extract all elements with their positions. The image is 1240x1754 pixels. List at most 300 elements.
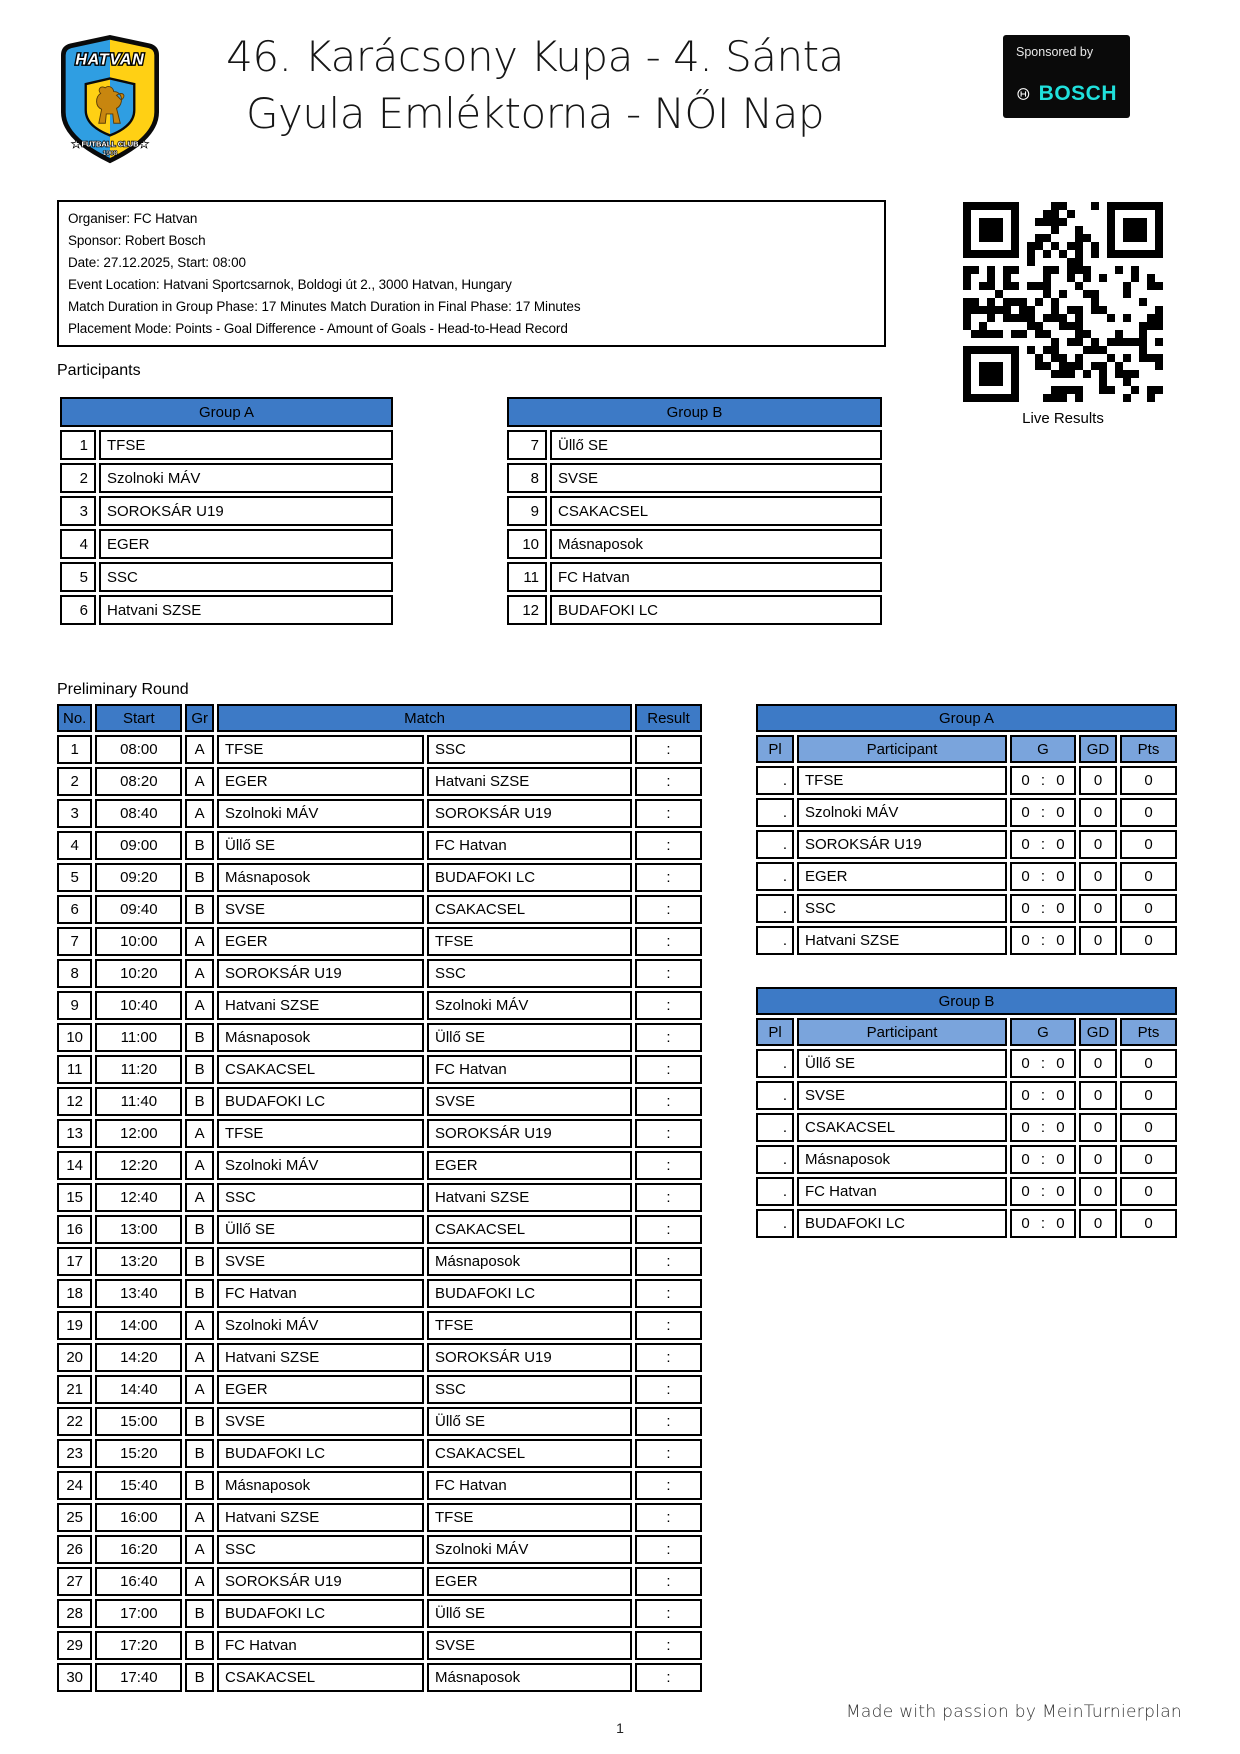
bosch-wordmark: BOSCH bbox=[1038, 82, 1117, 105]
match-number: 22 bbox=[57, 1407, 92, 1436]
participant-row bbox=[507, 496, 882, 526]
sponsor-badge bbox=[1003, 35, 1130, 118]
crest-year: 1908 bbox=[102, 150, 118, 157]
standings-place: . bbox=[756, 926, 794, 955]
match-home-team: Hatvani SZSE bbox=[217, 1503, 424, 1532]
match-row bbox=[57, 1631, 702, 1660]
standings-row bbox=[756, 1177, 1177, 1206]
standings-points: 0 bbox=[1120, 830, 1177, 859]
match-group: B bbox=[185, 1439, 214, 1468]
match-result: : bbox=[635, 1055, 702, 1084]
match-home-team: Hatvani SZSE bbox=[217, 991, 424, 1020]
standings-points: 0 bbox=[1120, 1049, 1177, 1078]
col-result-header: Result bbox=[635, 704, 702, 732]
match-home-team: Másnaposok bbox=[217, 1471, 424, 1500]
match-number: 16 bbox=[57, 1215, 92, 1244]
match-start-time: 12:40 bbox=[95, 1183, 182, 1212]
standings-goals: 0 : 0 bbox=[1010, 766, 1076, 795]
match-row bbox=[57, 1599, 702, 1628]
match-group: B bbox=[185, 1471, 214, 1500]
participant-number: 5 bbox=[60, 562, 96, 592]
match-home-team: FC Hatvan bbox=[217, 1279, 424, 1308]
standings-title-row bbox=[756, 987, 1177, 1015]
standings-participant: Hatvani SZSE bbox=[797, 926, 1007, 955]
match-start-time: 16:40 bbox=[95, 1567, 182, 1596]
match-home-team: CSAKACSEL bbox=[217, 1055, 424, 1084]
info-date-start: Date: 27.12.2025, Start: 08:00 bbox=[68, 254, 246, 270]
standings-place: . bbox=[756, 862, 794, 891]
participant-name: EGER bbox=[99, 529, 393, 559]
match-row bbox=[57, 895, 702, 924]
match-away-team: Másnaposok bbox=[427, 1663, 632, 1692]
standings-title-row bbox=[756, 704, 1177, 732]
participant-number: 4 bbox=[60, 529, 96, 559]
participant-number: 6 bbox=[60, 595, 96, 625]
participant-name: Szolnoki MÁV bbox=[99, 463, 393, 493]
standings-group-b-table bbox=[753, 984, 1180, 1241]
tournament-info-box bbox=[57, 200, 886, 347]
match-home-team: Szolnoki MÁV bbox=[217, 799, 424, 828]
col-participant-header: Participant bbox=[797, 1018, 1007, 1046]
match-away-team: SSC bbox=[427, 735, 632, 764]
match-number: 4 bbox=[57, 831, 92, 860]
match-home-team: Üllő SE bbox=[217, 831, 424, 860]
standings-group-name: Group A bbox=[756, 704, 1177, 732]
match-start-time: 11:40 bbox=[95, 1087, 182, 1116]
participant-name: BUDAFOKI LC bbox=[550, 595, 882, 625]
match-number: 10 bbox=[57, 1023, 92, 1052]
participants-group-a-table bbox=[57, 394, 396, 628]
match-row bbox=[57, 1343, 702, 1372]
standings-row bbox=[756, 894, 1177, 923]
match-start-time: 16:20 bbox=[95, 1535, 182, 1564]
match-row bbox=[57, 1311, 702, 1340]
standings-row bbox=[756, 862, 1177, 891]
match-start-time: 11:20 bbox=[95, 1055, 182, 1084]
match-away-team: BUDAFOKI LC bbox=[427, 863, 632, 892]
participant-number: 8 bbox=[507, 463, 547, 493]
standings-place: . bbox=[756, 830, 794, 859]
page-number: 1 bbox=[616, 1720, 624, 1736]
standings-goals: 0 : 0 bbox=[1010, 1145, 1076, 1174]
col-pl-header: Pl bbox=[756, 735, 794, 763]
participant-row bbox=[60, 562, 393, 592]
participant-row bbox=[60, 496, 393, 526]
info-sponsor: Sponsor: Robert Bosch bbox=[68, 232, 206, 248]
col-match-header: Match bbox=[217, 704, 632, 732]
col-participant-header: Participant bbox=[797, 735, 1007, 763]
standings-goals: 0 : 0 bbox=[1010, 1209, 1076, 1238]
participant-number: 9 bbox=[507, 496, 547, 526]
title-line-1: 46. Karácsony Kupa - 4. Sánta bbox=[226, 32, 844, 81]
match-result: : bbox=[635, 1503, 702, 1532]
match-group: B bbox=[185, 1599, 214, 1628]
match-start-time: 16:00 bbox=[95, 1503, 182, 1532]
group-name-header: Group B bbox=[507, 397, 882, 427]
match-number: 26 bbox=[57, 1535, 92, 1564]
match-start-time: 09:20 bbox=[95, 863, 182, 892]
match-group: A bbox=[185, 735, 214, 764]
match-away-team: TFSE bbox=[427, 927, 632, 956]
match-home-team: Hatvani SZSE bbox=[217, 1343, 424, 1372]
match-group: B bbox=[185, 1215, 214, 1244]
match-row bbox=[57, 959, 702, 988]
standings-row bbox=[756, 1081, 1177, 1110]
match-number: 19 bbox=[57, 1311, 92, 1340]
standings-row bbox=[756, 830, 1177, 859]
match-number: 18 bbox=[57, 1279, 92, 1308]
participant-number: 11 bbox=[507, 562, 547, 592]
match-number: 23 bbox=[57, 1439, 92, 1468]
match-start-time: 08:40 bbox=[95, 799, 182, 828]
match-row bbox=[57, 1471, 702, 1500]
info-organiser: Organiser: FC Hatvan bbox=[68, 210, 198, 226]
match-result: : bbox=[635, 927, 702, 956]
standings-goals: 0 : 0 bbox=[1010, 1049, 1076, 1078]
match-start-time: 10:00 bbox=[95, 927, 182, 956]
standings-points: 0 bbox=[1120, 766, 1177, 795]
match-group: A bbox=[185, 1567, 214, 1596]
standings-goal-difference: 0 bbox=[1079, 830, 1117, 859]
match-row bbox=[57, 767, 702, 796]
match-row bbox=[57, 1151, 702, 1180]
standings-row bbox=[756, 926, 1177, 955]
match-number: 7 bbox=[57, 927, 92, 956]
match-group: B bbox=[185, 1663, 214, 1692]
match-group: B bbox=[185, 1279, 214, 1308]
crest-sub-label: ★ FUTBALL CLUB ★ bbox=[72, 139, 148, 149]
standings-header-row bbox=[756, 1018, 1177, 1046]
match-group: A bbox=[185, 799, 214, 828]
match-row bbox=[57, 1215, 702, 1244]
match-group: A bbox=[185, 927, 214, 956]
standings-participant: CSAKACSEL bbox=[797, 1113, 1007, 1142]
match-home-team: Másnaposok bbox=[217, 863, 424, 892]
match-away-team: FC Hatvan bbox=[427, 1055, 632, 1084]
match-result: : bbox=[635, 1215, 702, 1244]
preliminary-round-section-label: Preliminary Round bbox=[57, 681, 189, 698]
participant-name: SVSE bbox=[550, 463, 882, 493]
match-row bbox=[57, 863, 702, 892]
match-result: : bbox=[635, 1119, 702, 1148]
match-number: 2 bbox=[57, 767, 92, 796]
match-away-team: TFSE bbox=[427, 1503, 632, 1532]
standings-participant: SOROKSÁR U19 bbox=[797, 830, 1007, 859]
match-group: A bbox=[185, 1343, 214, 1372]
match-group: A bbox=[185, 767, 214, 796]
participant-row bbox=[507, 430, 882, 460]
standings-goals: 0 : 0 bbox=[1010, 926, 1076, 955]
match-home-team: SVSE bbox=[217, 1247, 424, 1276]
match-start-time: 14:00 bbox=[95, 1311, 182, 1340]
group-name-header: Group A bbox=[60, 397, 393, 427]
match-home-team: FC Hatvan bbox=[217, 1631, 424, 1660]
match-home-team: Másnaposok bbox=[217, 1023, 424, 1052]
participant-name: CSAKACSEL bbox=[550, 496, 882, 526]
match-result: : bbox=[635, 863, 702, 892]
standings-place: . bbox=[756, 1081, 794, 1110]
match-away-team: Üllő SE bbox=[427, 1023, 632, 1052]
match-home-team: TFSE bbox=[217, 1119, 424, 1148]
standings-points: 0 bbox=[1120, 862, 1177, 891]
match-result: : bbox=[635, 1247, 702, 1276]
match-home-team: CSAKACSEL bbox=[217, 1663, 424, 1692]
match-start-time: 10:40 bbox=[95, 991, 182, 1020]
match-away-team: CSAKACSEL bbox=[427, 1215, 632, 1244]
page-title bbox=[170, 28, 900, 142]
match-away-team: SOROKSÁR U19 bbox=[427, 799, 632, 828]
match-group: A bbox=[185, 1535, 214, 1564]
match-result: : bbox=[635, 959, 702, 988]
match-number: 21 bbox=[57, 1375, 92, 1404]
match-result: : bbox=[635, 1439, 702, 1468]
match-home-team: SOROKSÁR U19 bbox=[217, 959, 424, 988]
match-result: : bbox=[635, 767, 702, 796]
participant-number: 10 bbox=[507, 529, 547, 559]
match-start-time: 13:40 bbox=[95, 1279, 182, 1308]
match-result: : bbox=[635, 1567, 702, 1596]
participant-number: 7 bbox=[507, 430, 547, 460]
match-start-time: 17:40 bbox=[95, 1663, 182, 1692]
participants-header-row bbox=[60, 397, 393, 427]
match-row bbox=[57, 1183, 702, 1212]
match-start-time: 12:20 bbox=[95, 1151, 182, 1180]
standings-participant: FC Hatvan bbox=[797, 1177, 1007, 1206]
match-home-team: BUDAFOKI LC bbox=[217, 1087, 424, 1116]
match-home-team: TFSE bbox=[217, 735, 424, 764]
match-home-team: BUDAFOKI LC bbox=[217, 1439, 424, 1468]
credit-line: Made with passion by MeinTurnierplan bbox=[845, 1702, 1182, 1722]
match-row bbox=[57, 1407, 702, 1436]
match-result: : bbox=[635, 895, 702, 924]
info-location: Event Location: Hatvani Sportcsarnok, Boldogi út 2., 3000 Hatvan, Hungary bbox=[68, 277, 512, 293]
participant-name: FC Hatvan bbox=[550, 562, 882, 592]
match-away-team: SVSE bbox=[427, 1087, 632, 1116]
participant-row bbox=[507, 463, 882, 493]
match-away-team: Üllő SE bbox=[427, 1599, 632, 1628]
match-start-time: 15:40 bbox=[95, 1471, 182, 1500]
standings-points: 0 bbox=[1120, 798, 1177, 827]
match-number: 8 bbox=[57, 959, 92, 988]
match-away-team: FC Hatvan bbox=[427, 831, 632, 860]
standings-participant: Üllő SE bbox=[797, 1049, 1007, 1078]
standings-points: 0 bbox=[1120, 1113, 1177, 1142]
match-away-team: Üllő SE bbox=[427, 1407, 632, 1436]
match-start-time: 08:00 bbox=[95, 735, 182, 764]
participant-name: SOROKSÁR U19 bbox=[99, 496, 393, 526]
match-result: : bbox=[635, 1023, 702, 1052]
match-result: : bbox=[635, 799, 702, 828]
match-group: B bbox=[185, 1247, 214, 1276]
match-row bbox=[57, 1279, 702, 1308]
match-home-team: BUDAFOKI LC bbox=[217, 1599, 424, 1628]
match-home-team: Szolnoki MÁV bbox=[217, 1311, 424, 1340]
match-home-team: Üllő SE bbox=[217, 1215, 424, 1244]
standings-goal-difference: 0 bbox=[1079, 798, 1117, 827]
standings-place: . bbox=[756, 1145, 794, 1174]
match-row bbox=[57, 1439, 702, 1468]
match-away-team: Szolnoki MÁV bbox=[427, 1535, 632, 1564]
match-number: 1 bbox=[57, 735, 92, 764]
match-away-team: BUDAFOKI LC bbox=[427, 1279, 632, 1308]
match-row bbox=[57, 1023, 702, 1052]
match-start-time: 10:20 bbox=[95, 959, 182, 988]
match-number: 6 bbox=[57, 895, 92, 924]
col-gd-header: GD bbox=[1079, 735, 1117, 763]
standings-place: . bbox=[756, 1177, 794, 1206]
match-away-team: SSC bbox=[427, 1375, 632, 1404]
match-result: : bbox=[635, 1087, 702, 1116]
match-row bbox=[57, 1535, 702, 1564]
bosch-armature-icon bbox=[1016, 80, 1031, 108]
standings-goals: 0 : 0 bbox=[1010, 862, 1076, 891]
standings-participant: Szolnoki MÁV bbox=[797, 798, 1007, 827]
standings-row bbox=[756, 1049, 1177, 1078]
standings-place: . bbox=[756, 1049, 794, 1078]
participant-row bbox=[60, 430, 393, 460]
info-placement-mode: Placement Mode: Points - Goal Difference - Amount of Goals - Head-to-Head Record bbox=[68, 321, 568, 337]
match-away-team: Hatvani SZSE bbox=[427, 767, 632, 796]
title-line-2: Gyula Emléktorna - NŐI Nap bbox=[246, 89, 824, 138]
standings-goal-difference: 0 bbox=[1079, 926, 1117, 955]
match-result: : bbox=[635, 1151, 702, 1180]
match-number: 29 bbox=[57, 1631, 92, 1660]
match-number: 12 bbox=[57, 1087, 92, 1116]
match-result: : bbox=[635, 1599, 702, 1628]
standings-goal-difference: 0 bbox=[1079, 1081, 1117, 1110]
standings-points: 0 bbox=[1120, 1177, 1177, 1206]
match-home-team: Szolnoki MÁV bbox=[217, 1151, 424, 1180]
match-start-time: 15:00 bbox=[95, 1407, 182, 1436]
standings-participant: SVSE bbox=[797, 1081, 1007, 1110]
match-home-team: SSC bbox=[217, 1535, 424, 1564]
standings-points: 0 bbox=[1120, 1209, 1177, 1238]
participant-number: 12 bbox=[507, 595, 547, 625]
match-away-team: SOROKSÁR U19 bbox=[427, 1119, 632, 1148]
match-result: : bbox=[635, 1375, 702, 1404]
standings-goals: 0 : 0 bbox=[1010, 830, 1076, 859]
standings-row bbox=[756, 1209, 1177, 1238]
standings-group-name: Group B bbox=[756, 987, 1177, 1015]
sponsored-by-label: Sponsored by bbox=[1016, 45, 1094, 59]
participants-header-row bbox=[507, 397, 882, 427]
match-group: B bbox=[185, 1087, 214, 1116]
match-home-team: SVSE bbox=[217, 895, 424, 924]
match-number: 17 bbox=[57, 1247, 92, 1276]
match-away-team: FC Hatvan bbox=[427, 1471, 632, 1500]
match-row bbox=[57, 799, 702, 828]
standings-goal-difference: 0 bbox=[1079, 894, 1117, 923]
match-start-time: 15:20 bbox=[95, 1439, 182, 1468]
match-start-time: 09:40 bbox=[95, 895, 182, 924]
match-group: A bbox=[185, 1183, 214, 1212]
standings-goals: 0 : 0 bbox=[1010, 894, 1076, 923]
match-group: B bbox=[185, 1407, 214, 1436]
match-result: : bbox=[635, 1631, 702, 1660]
standings-goal-difference: 0 bbox=[1079, 1049, 1117, 1078]
standings-header-row bbox=[756, 735, 1177, 763]
match-group: A bbox=[185, 1119, 214, 1148]
col-no-header: No. bbox=[57, 704, 92, 732]
match-start-time: 13:20 bbox=[95, 1247, 182, 1276]
match-result: : bbox=[635, 1535, 702, 1564]
qr-caption: Live Results bbox=[1022, 410, 1104, 427]
match-table-header-row bbox=[57, 704, 702, 732]
match-home-team: EGER bbox=[217, 1375, 424, 1404]
standings-row bbox=[756, 1145, 1177, 1174]
match-away-team: CSAKACSEL bbox=[427, 1439, 632, 1468]
standings-participant: Másnaposok bbox=[797, 1145, 1007, 1174]
match-away-team: Hatvani SZSE bbox=[427, 1183, 632, 1212]
match-result: : bbox=[635, 831, 702, 860]
standings-row bbox=[756, 766, 1177, 795]
qr-code bbox=[963, 202, 1163, 402]
match-row bbox=[57, 735, 702, 764]
match-group: B bbox=[185, 863, 214, 892]
match-number: 9 bbox=[57, 991, 92, 1020]
participant-row bbox=[507, 595, 882, 625]
standings-place: . bbox=[756, 766, 794, 795]
standings-goal-difference: 0 bbox=[1079, 766, 1117, 795]
match-start-time: 09:00 bbox=[95, 831, 182, 860]
match-start-time: 11:00 bbox=[95, 1023, 182, 1052]
match-away-team: SSC bbox=[427, 959, 632, 988]
match-number: 20 bbox=[57, 1343, 92, 1372]
match-group: A bbox=[185, 1503, 214, 1532]
match-row bbox=[57, 1055, 702, 1084]
standings-goals: 0 : 0 bbox=[1010, 1081, 1076, 1110]
match-group: B bbox=[185, 1055, 214, 1084]
match-away-team: Szolnoki MÁV bbox=[427, 991, 632, 1020]
match-group: A bbox=[185, 1311, 214, 1340]
match-result: : bbox=[635, 1343, 702, 1372]
match-result: : bbox=[635, 1407, 702, 1436]
match-home-team: EGER bbox=[217, 767, 424, 796]
match-away-team: TFSE bbox=[427, 1311, 632, 1340]
standings-place: . bbox=[756, 798, 794, 827]
match-row bbox=[57, 1375, 702, 1404]
match-number: 25 bbox=[57, 1503, 92, 1532]
standings-place: . bbox=[756, 894, 794, 923]
participant-number: 1 bbox=[60, 430, 96, 460]
participant-row bbox=[60, 463, 393, 493]
participant-row bbox=[507, 562, 882, 592]
match-row bbox=[57, 1247, 702, 1276]
standings-goal-difference: 0 bbox=[1079, 1145, 1117, 1174]
match-result: : bbox=[635, 1663, 702, 1692]
match-number: 14 bbox=[57, 1151, 92, 1180]
match-row bbox=[57, 927, 702, 956]
match-group: B bbox=[185, 1023, 214, 1052]
match-group: B bbox=[185, 831, 214, 860]
participant-name: TFSE bbox=[99, 430, 393, 460]
participant-name: Hatvani SZSE bbox=[99, 595, 393, 625]
col-pts-header: Pts bbox=[1120, 1018, 1177, 1046]
participants-group-b-table bbox=[504, 394, 885, 628]
match-row bbox=[57, 1119, 702, 1148]
match-away-team: SVSE bbox=[427, 1631, 632, 1660]
col-start-header: Start bbox=[95, 704, 182, 732]
match-away-team: EGER bbox=[427, 1567, 632, 1596]
participants-section-label: Participants bbox=[57, 362, 141, 379]
standings-goal-difference: 0 bbox=[1079, 1209, 1117, 1238]
participant-number: 3 bbox=[60, 496, 96, 526]
standings-participant: BUDAFOKI LC bbox=[797, 1209, 1007, 1238]
match-home-team: EGER bbox=[217, 927, 424, 956]
col-gr-header: Gr bbox=[185, 704, 214, 732]
match-result: : bbox=[635, 1311, 702, 1340]
match-number: 30 bbox=[57, 1663, 92, 1692]
